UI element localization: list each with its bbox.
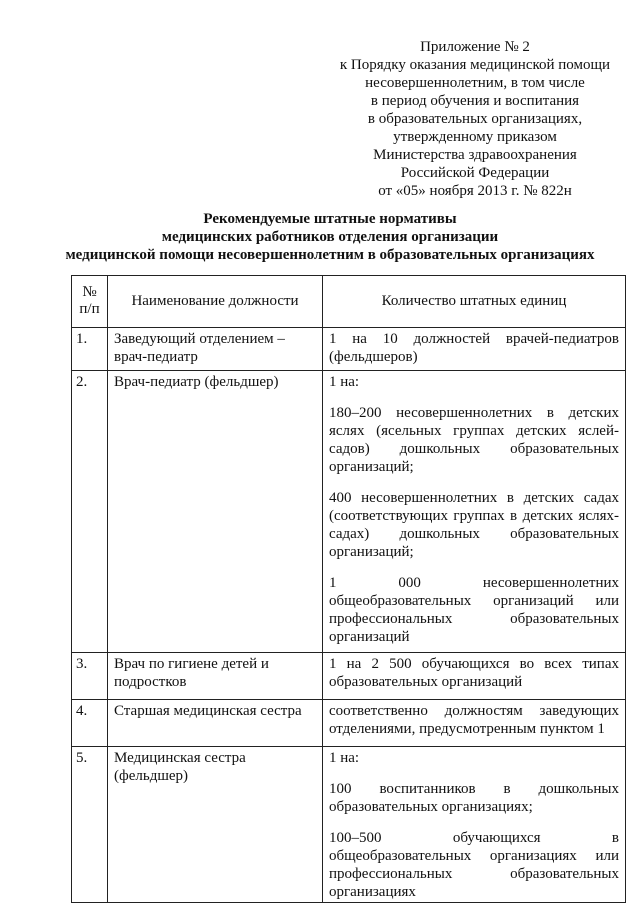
appendix-line: Российской Федерации: [400, 165, 550, 181]
title-line: медицинской помощи несовершеннолетним в образовательных организациях: [65, 247, 595, 263]
row-num: 4.: [72, 700, 108, 747]
header-quantity: Количество штатных единиц: [323, 276, 626, 328]
appendix-line: в период обучения и воспитания: [370, 93, 580, 109]
quantity-paragraph: 1 на:: [329, 374, 360, 390]
header-num-line: п/п: [79, 300, 100, 317]
quantity-paragraph: 1 на 2 500 обучающихся во всех типах образовательных организаций: [329, 656, 619, 690]
table-row: [72, 371, 626, 653]
row-num: 3.: [72, 653, 108, 700]
row-num: 5.: [72, 747, 108, 903]
quantity-paragraph: 1 000 несовершеннолетних общеобразовательных организаций или профессиональных образовательных организаций: [329, 575, 619, 645]
title-line: Рекомендуемые штатные нормативы: [203, 211, 457, 227]
quantity-paragraph: 100 воспитанников в дошкольных образовательных организациях;: [329, 781, 619, 815]
quantity-paragraph: соответственно должностям заведующих отделениями, предусмотренным пунктом 1: [329, 703, 619, 737]
quantity-paragraph: 1 на:: [329, 750, 360, 766]
quantity-paragraph: 100–500 обучающихся в общеобразовательных организациях или профессиональных образовательных организациях: [329, 830, 619, 900]
staffing-table: [71, 275, 626, 903]
header-num: [72, 276, 108, 328]
row-position: Старшая медицинская сестра: [108, 700, 323, 747]
row-quantity: [323, 328, 626, 371]
title-line: медицинских работников отделения организации: [161, 229, 499, 245]
row-quantity: [323, 371, 626, 653]
appendix-line: в образовательных организациях,: [367, 111, 583, 127]
table-header-row: [72, 276, 626, 328]
row-num: 2.: [72, 371, 108, 653]
appendix-line: к Порядку оказания медицинской помощи: [339, 57, 611, 73]
quantity-paragraph: 1 на 10 должностей врачей-педиатров (фельдшеров): [329, 331, 619, 365]
document-title: [40, 210, 620, 264]
appendix-line: утвержденному приказом: [393, 129, 557, 145]
row-num: 1.: [72, 328, 108, 371]
row-quantity: [323, 700, 626, 747]
appendix-line: Приложение № 2: [420, 39, 530, 55]
quantity-paragraph: 400 несовершеннолетних в детских садах (соответствующих группах в детских яслях-садах) дошкольных образовательных организаций;: [329, 490, 619, 560]
row-quantity: [323, 747, 626, 903]
table-row: [72, 653, 626, 700]
header-num-line: №: [82, 283, 97, 300]
row-quantity: [323, 653, 626, 700]
row-position: Медицинская сестра (фельдшер): [108, 747, 323, 903]
appendix-line: от «05» ноября 2013 г. № 822н: [378, 183, 572, 199]
table-row: [72, 328, 626, 371]
appendix-line: Министерства здравоохранения: [373, 147, 577, 163]
row-position: Врач-педиатр (фельдшер): [108, 371, 323, 653]
quantity-paragraph: 180–200 несовершеннолетних в детских яслях (ясельных группах детских яслей-садов) дошкольных образовательных организаций;: [329, 405, 619, 475]
table-row: [72, 700, 626, 747]
appendix-header: [330, 38, 620, 200]
row-position: Врач по гигиене детей и подростков: [108, 653, 323, 700]
table-row: [72, 747, 626, 903]
appendix-line: несовершеннолетним, в том числе: [365, 75, 585, 91]
header-position: Наименование должности: [108, 276, 323, 328]
row-position: Заведующий отделением – врач-педиатр: [108, 328, 323, 371]
